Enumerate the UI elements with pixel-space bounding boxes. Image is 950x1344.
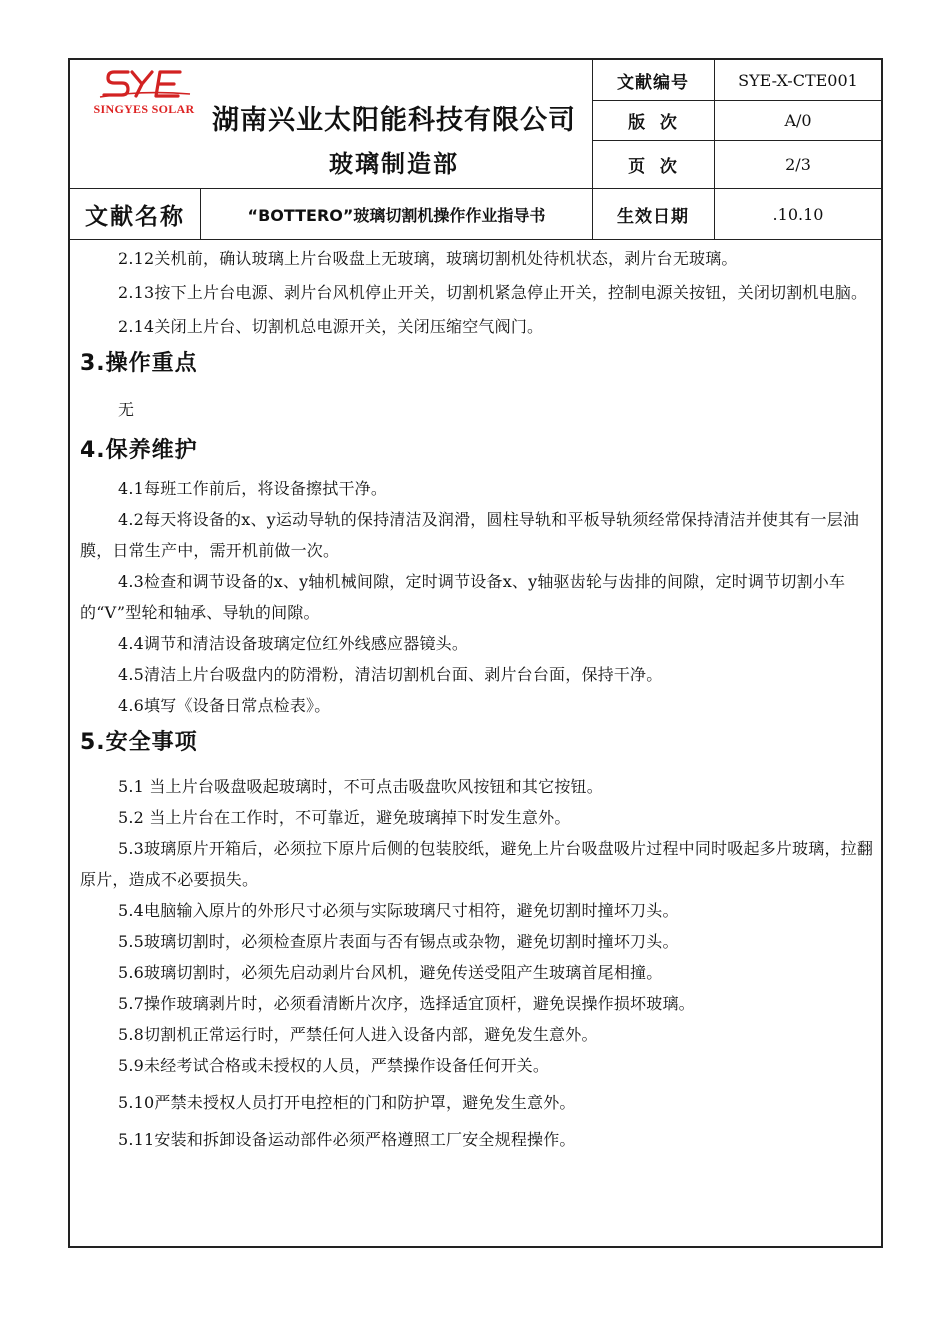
- document-body: [80, 243, 875, 1155]
- doc-name-label: 文献名称: [85, 203, 185, 230]
- list-item: 5.9未经考试合格或未授权的人员，严禁操作设备任何开关。: [118, 1056, 550, 1075]
- version-value: A/0: [784, 111, 812, 130]
- effective-date-value: .10.10: [772, 204, 824, 224]
- section-heading: 5.安全事项: [80, 730, 198, 755]
- list-item: 5.4电脑输入原片的外形尺寸必须与实际玻璃尺寸相符，避免切割时撞坏刀头。: [118, 901, 679, 920]
- list-item: 4.5清洁上片台吸盘内的防滑粉，清洁切割机台面、剥片台台面，保持干净。: [118, 665, 663, 684]
- department-name: 玻璃制造部: [329, 150, 459, 178]
- list-item: 4.4调节和清洁设备玻璃定位红外线感应器镜头。: [118, 634, 469, 653]
- list-item: 4.1每班工作前后，将设备擦拭干净。: [118, 479, 388, 498]
- list-item: 5.11安装和拆卸设备运动部件必须严格遵照工厂安全规程操作。: [118, 1130, 576, 1149]
- list-item: 5.10严禁未授权人员打开电控柜的门和防护罩，避免发生意外。: [118, 1093, 576, 1112]
- sye-logo-icon: [78, 66, 210, 102]
- list-item: 4.6填写《设备日常点检表》。: [118, 696, 331, 715]
- paragraph: 2.12关机前，确认玻璃上片台吸盘上无玻璃，玻璃切割机处待机状态，剥片台无玻璃。: [118, 249, 738, 268]
- list-item: 5.3玻璃原片开箱后，必须拉下原片后侧的包装胶纸，避免上片台吸盘吸片过程中同时吸起多片玻璃，拉翻原片，造成不必要损失。: [80, 839, 874, 889]
- section-heading: 4.保养维护: [80, 438, 198, 463]
- document-header: [70, 60, 881, 240]
- paragraph: 2.14关闭上片台、切割机总电源开关，关闭压缩空气阀门。: [118, 317, 544, 336]
- document-frame: [68, 58, 883, 1248]
- list-item: 5.1 当上片台吸盘吸起玻璃时，不可点击吸盘吹风按钮和其它按钮。: [118, 777, 603, 796]
- logo-caption: SINGYES SOLAR: [93, 102, 195, 116]
- doc-title: “BOTTERO”玻璃切割机操作作业指导书: [247, 205, 546, 225]
- version-label: 版 次: [628, 113, 678, 133]
- list-item: 5.8切割机正常运行时，严禁任何人进入设备内部，避免发生意外。: [118, 1025, 598, 1044]
- paragraph: 无: [118, 400, 135, 419]
- list-item: 5.7操作玻璃剥片时，必须看清断片次序，选择适宜顶杆，避免误操作损坏玻璃。: [118, 994, 695, 1013]
- doc-number-label: 文献编号: [617, 72, 689, 93]
- list-item: 5.5玻璃切割时，必须检查原片表面与否有锡点或杂物，避免切割时撞坏刀头。: [118, 932, 679, 951]
- effective-date-label: 生效日期: [617, 206, 689, 227]
- page-value: 2/3: [785, 155, 811, 174]
- paragraph: 2.13按下上片台电源、剥片台风机停止开关，切割机紧急停止开关，控制电源关按钮，关闭切割机电脑。: [118, 283, 868, 302]
- list-item: 5.2 当上片台在工作时，不可靠近，避免玻璃掉下时发生意外。: [118, 808, 571, 827]
- doc-number-value: SYE-X-CTE001: [738, 70, 858, 90]
- company-logo: [78, 66, 208, 122]
- list-item: 4.3检查和调节设备的x、y轴机械间隙，定时调节设备x、y轴驱齿轮与齿排的间隙，定时调节切割小车的“V”型轮和轴承、导轨的间隙。: [80, 572, 846, 622]
- company-name: 湖南兴业太阳能科技有限公司: [212, 105, 576, 136]
- section-heading: 3.操作重点: [80, 351, 198, 376]
- list-item: 5.6玻璃切割时，必须先启动剥片台风机，避免传送受阻产生玻璃首尾相撞。: [118, 963, 663, 982]
- page-label: 页 次: [628, 157, 678, 177]
- divider: [70, 239, 881, 240]
- list-item: 4.2每天将设备的x、y运动导轨的保持清洁及润滑，圆柱导轨和平板导轨须经常保持清洁并使其有一层油膜，日常生产中，需开机前做一次。: [80, 510, 860, 560]
